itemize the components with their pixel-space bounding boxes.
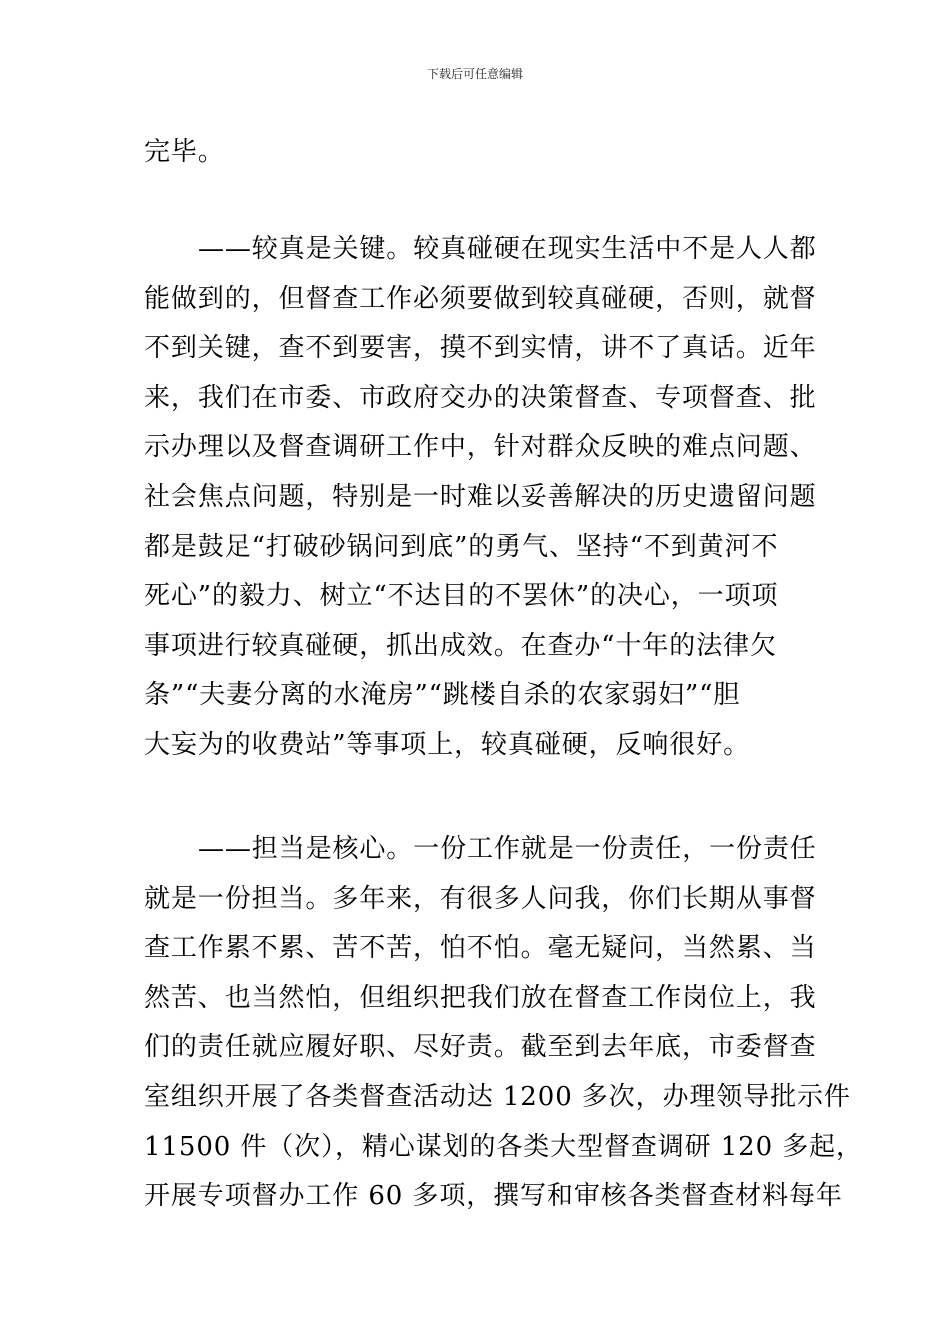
text-line: 条”“夫妻分离的水淹房”“跳楼自杀的农家弱妇”“胆 [144, 680, 741, 711]
page-header-note: 下载后可任意编辑 [426, 67, 523, 81]
text-line: 死心”的毅力、树立“不达目的不罢休”的决心，一项项 [144, 581, 779, 612]
paragraph-key-point [144, 225, 817, 771]
text-line: 示办理以及督查调研工作中，针对群众反映的难点问题、 [144, 432, 817, 463]
text-line: 都是鼓足“打破砂锅问到底”的勇气、坚持“不到黄河不 [144, 531, 779, 562]
paragraph-continuation [144, 128, 809, 178]
text-line: 开展专项督办工作 60 多项，撰写和审核各类督查材料每年 [144, 1181, 843, 1212]
text-line: 不到关键，查不到要害，摸不到实情，讲不了真话。近年 [144, 333, 817, 364]
text-line: 然苦、也当然怕，但组织把我们放在督查工作岗位上，我 [144, 982, 817, 1013]
text-line: 大妄为的收费站”等事项上，较真碰硬，反响很好。 [144, 729, 750, 760]
text-line: 们的责任就应履好职、尽好责。截至到去年底，市委督查 [144, 1032, 817, 1063]
paragraph-core-point [144, 825, 863, 1222]
text-line: 社会焦点问题，特别是一时难以妥善解决的历史遗留问题 [144, 481, 817, 512]
text-line: 完毕。 [144, 137, 225, 167]
text-line: 事项进行较真碰硬，抓出成效。在查办“十年的法律欠 [144, 630, 777, 661]
text-line: ——较真是关键。较真碰硬在现实生活中不是人人都 [198, 234, 817, 264]
text-line: 能做到的，但督查工作必须要做到较真碰硬，否则，就督 [144, 283, 817, 314]
text-line: 室组织开展了各类督查活动达 1200 多次，办理领导批示件 [144, 1081, 851, 1112]
text-line: 查工作累不累、苦不苦，怕不怕。毫无疑问，当然累、当 [144, 933, 817, 964]
text-line: ——担当是核心。一份工作就是一份责任，一份责任 [198, 834, 817, 864]
text-line: 11500 件（次），精心谋划的各类大型督查调研 120 多起， [144, 1131, 863, 1162]
text-line: 来，我们在市委、市政府交办的决策督查、专项督查、批 [144, 382, 817, 413]
text-line: 就是一份担当。多年来，有很多人问我，你们长期从事督 [144, 883, 817, 914]
